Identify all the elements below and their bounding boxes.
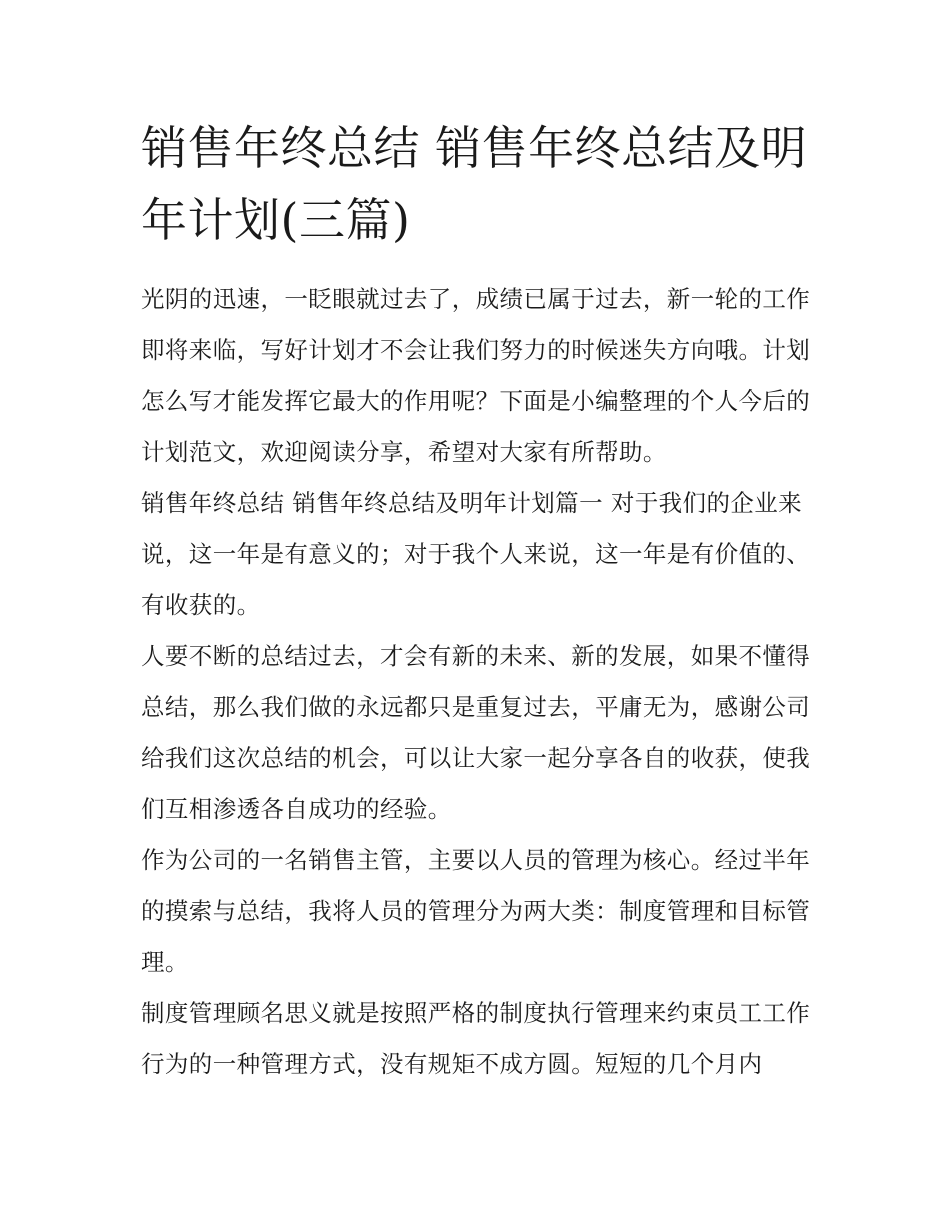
- paragraph-intro: 光阴的迅速，一眨眼就过去了，成绩已属于过去，新一轮的工作即将来临，写好计划才不会让我们努力的时候迷失方向哦。计划怎么写才能发挥它最大的作用呢？下面是小编整理的个人今后的计划范文，欢迎阅读分享，希望对大家有所帮助。: [141, 285, 811, 466]
- paragraph-summary-value: 人要不断的总结过去，才会有新的未来、新的发展，如果不懂得总结，那么我们做的永远都只是重复过去，平庸无为，感谢公司给我们这次总结的机会，可以让大家一起分享各自的收获，使我们互相渗透各自成功的经验。: [141, 642, 811, 823]
- document-title: 销售年终总结 销售年终总结及明年计划(三篇): [141, 121, 808, 247]
- document-body: [141, 112, 813, 1090]
- paragraph-part-one: 销售年终总结 销售年终总结及明年计划篇一 对于我们的企业来说，这一年是有意义的；对于我个人来说，这一年是有价值的、有收获的。: [141, 489, 811, 619]
- paragraph-management-types: 作为公司的一名销售主管，主要以人员的管理为核心。经过半年的摸索与总结，我将人员的管理分为两大类：制度管理和目标管理。: [141, 846, 811, 976]
- paragraph-system-management: 制度管理顾名思义就是按照严格的制度执行管理来约束员工工作行为的一种管理方式，没有规矩不成方圆。短短的几个月内: [141, 999, 811, 1078]
